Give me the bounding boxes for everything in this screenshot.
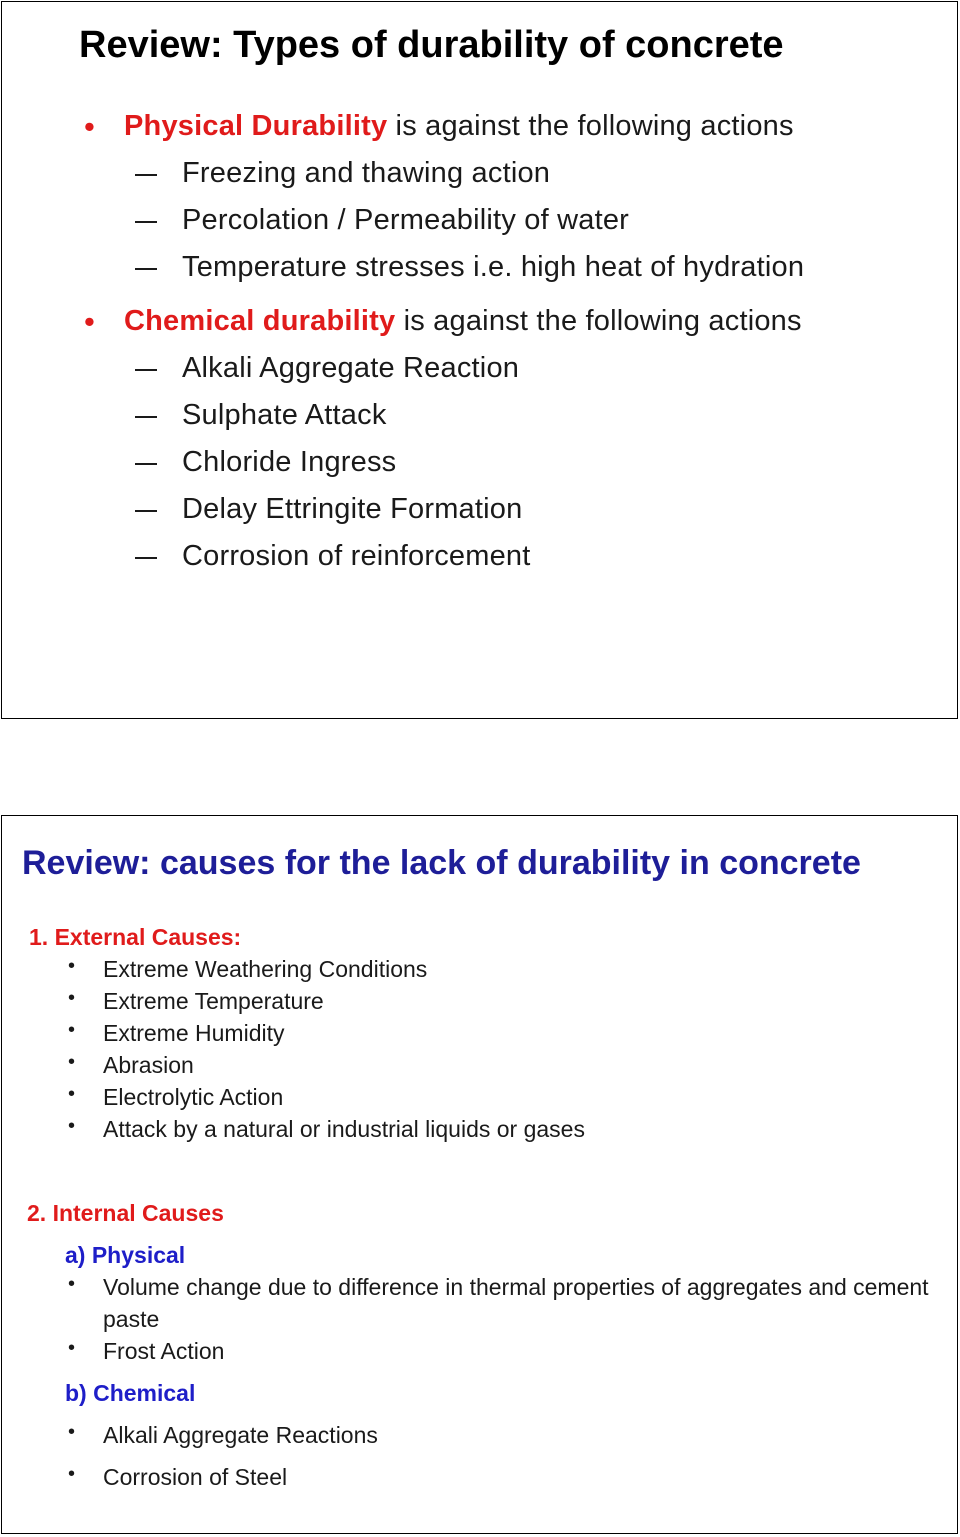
chemical-durability-text: is against the following actions xyxy=(395,305,802,337)
external-cause-item: Extreme Weathering Conditions xyxy=(103,956,428,982)
chemical-item: Alkali Aggregate Reaction xyxy=(182,352,520,384)
physical-item: Percolation / Permeability of water xyxy=(182,204,630,236)
internal-chemical-heading: b) Chemical xyxy=(65,1380,196,1406)
chemical-durability-line xyxy=(124,305,802,338)
slide-durability-types xyxy=(1,1,958,719)
external-cause-item: Attack by a natural or industrial liquids or gases xyxy=(103,1116,585,1142)
dash-icon xyxy=(135,557,157,559)
slide-title: Review: causes for the lack of durability in concrete xyxy=(22,844,861,882)
bullet-icon: • xyxy=(68,1421,76,1443)
internal-causes-heading: 2. Internal Causes xyxy=(27,1200,224,1226)
external-cause-item: Extreme Temperature xyxy=(103,988,324,1014)
dash-icon xyxy=(135,174,157,176)
dash-icon xyxy=(135,221,157,223)
bullet-icon: • xyxy=(84,304,95,339)
slide-title: Review: Types of durability of concrete xyxy=(79,24,784,66)
dash-icon xyxy=(135,510,157,512)
internal-chemical-item: Alkali Aggregate Reactions xyxy=(103,1422,378,1448)
physical-item: Temperature stresses i.e. high heat of hydration xyxy=(182,251,805,283)
bullet-icon: • xyxy=(68,1337,76,1359)
slide-durability-causes xyxy=(1,815,958,1534)
bullet-icon: • xyxy=(68,1051,76,1073)
internal-physical-item: Frost Action xyxy=(103,1338,225,1364)
internal-physical-item: Volume change due to difference in thermal properties of aggregates and cement paste xyxy=(103,1274,929,1332)
bullet-icon: • xyxy=(68,987,76,1009)
physical-durability-text: is against the following actions xyxy=(387,110,794,142)
external-cause-item: Extreme Humidity xyxy=(103,1020,285,1046)
chemical-item: Corrosion of reinforcement xyxy=(182,540,531,572)
bullet-icon: • xyxy=(84,109,95,144)
bullet-icon: • xyxy=(68,955,76,977)
dash-icon xyxy=(135,369,157,371)
chemical-item: Sulphate Attack xyxy=(182,399,387,431)
chemical-durability-term: Chemical durability xyxy=(124,305,396,337)
dash-icon xyxy=(135,463,157,465)
physical-item: Freezing and thawing action xyxy=(182,157,551,189)
dash-icon xyxy=(135,416,157,418)
chemical-item: Chloride Ingress xyxy=(182,446,397,478)
bullet-icon: • xyxy=(68,1019,76,1041)
physical-durability-line xyxy=(124,110,794,143)
dash-icon xyxy=(135,268,157,270)
external-cause-item: Abrasion xyxy=(103,1052,194,1078)
external-cause-item: Electrolytic Action xyxy=(103,1084,284,1110)
external-causes-heading: 1. External Causes: xyxy=(29,924,242,950)
internal-chemical-item: Corrosion of Steel xyxy=(103,1464,288,1490)
chemical-item: Delay Ettringite Formation xyxy=(182,493,523,525)
internal-physical-heading: a) Physical xyxy=(65,1242,186,1268)
bullet-icon: • xyxy=(68,1273,76,1295)
bullet-icon: • xyxy=(68,1115,76,1137)
bullet-icon: • xyxy=(68,1083,76,1105)
physical-durability-term: Physical Durability xyxy=(124,110,388,142)
bullet-icon: • xyxy=(68,1463,76,1485)
